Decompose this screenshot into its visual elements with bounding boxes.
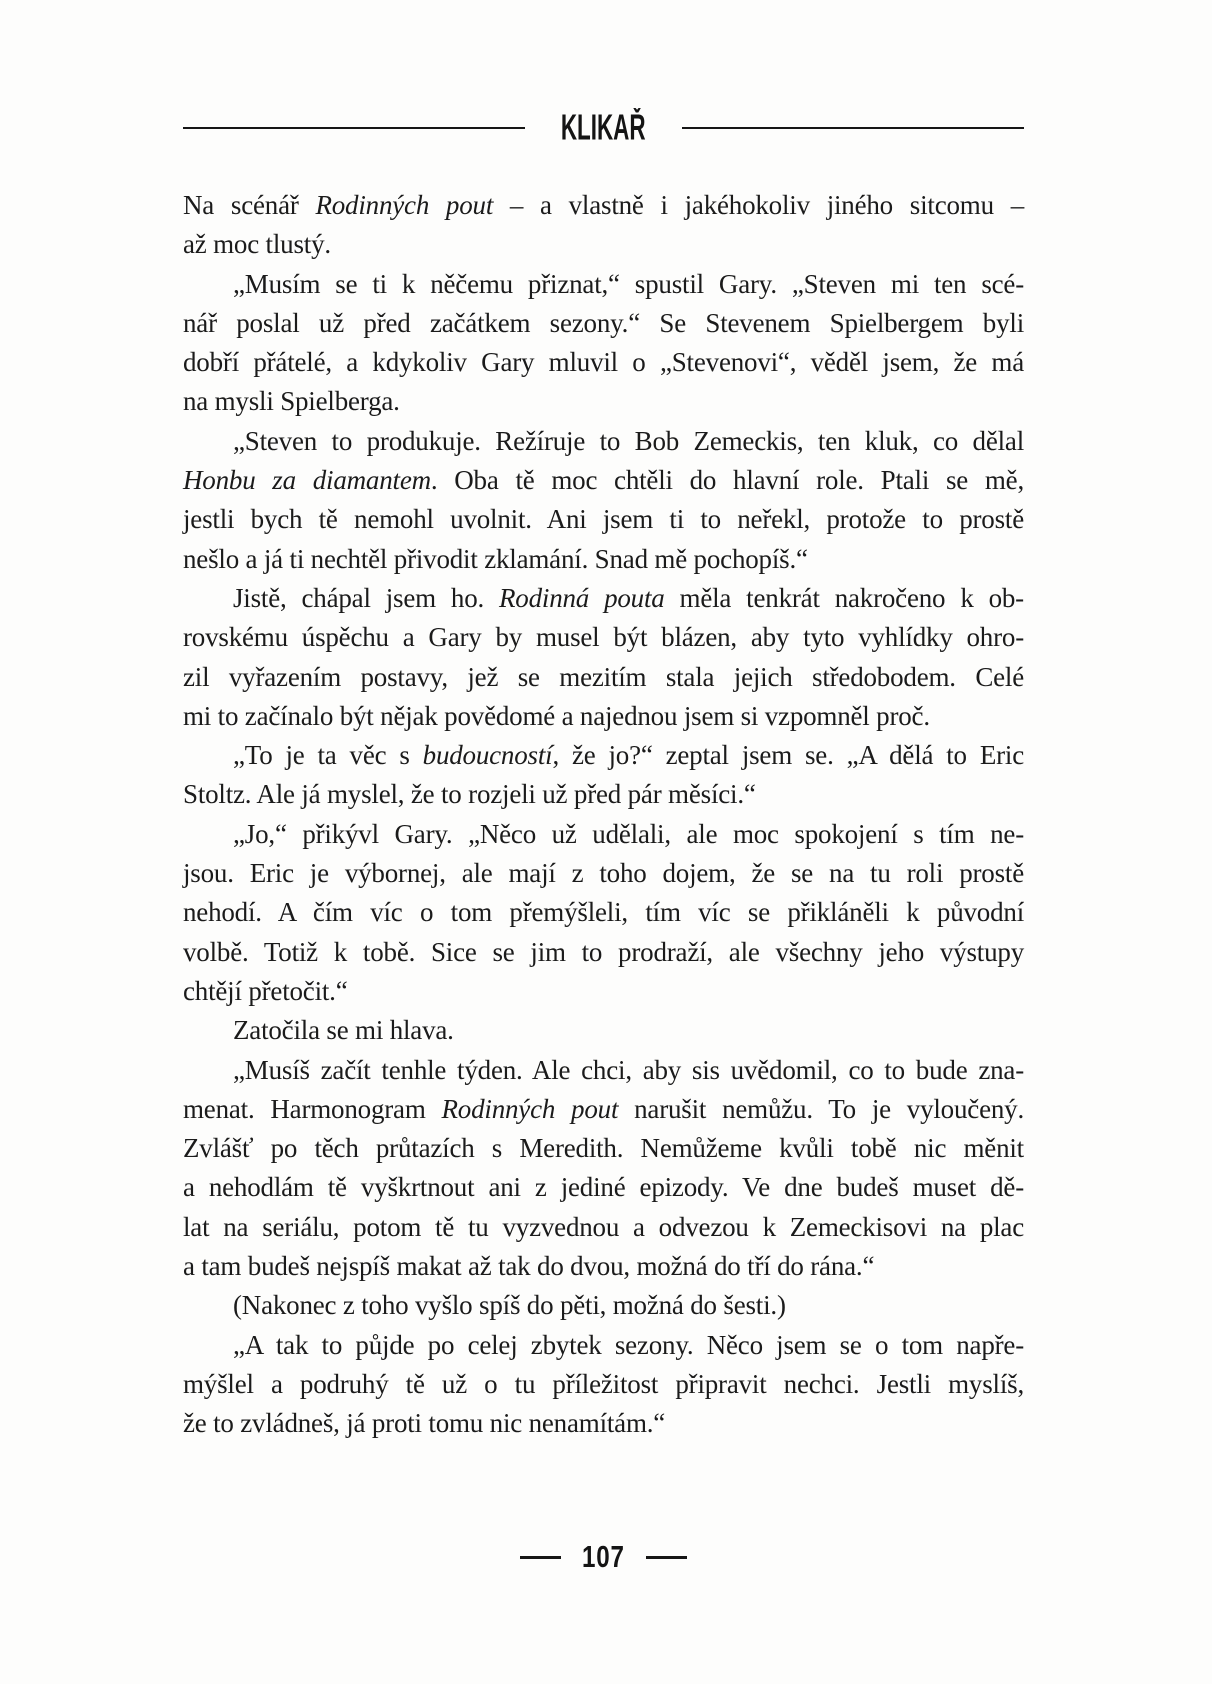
text-segment: Zvlášť po těch průtazích s Meredith. Nemůžeme kvůli tobě nic měnit — [183, 1133, 1024, 1164]
text-segment: měla tenkrát nakročeno k ob- — [664, 582, 1024, 613]
text-line — [183, 1365, 1024, 1404]
text-line — [183, 1168, 1024, 1207]
text-segment: menat. Harmonogram — [183, 1093, 442, 1124]
text-line — [183, 500, 1024, 539]
text-line — [183, 658, 1024, 697]
page-footer — [183, 1540, 1024, 1574]
text-line — [183, 225, 1024, 264]
text-segment: mýšlel a podruhý tě už o tu příležitost připravit nechci. Jestli myslíš, — [183, 1368, 1024, 1399]
text-line — [183, 697, 1024, 736]
text-line — [183, 736, 1024, 775]
page-title: KLIKAŘ — [561, 107, 646, 148]
text-line — [183, 1247, 1024, 1286]
text-line — [183, 304, 1024, 343]
text-line — [183, 186, 1024, 225]
text-line — [183, 893, 1024, 932]
text-segment: že to zvládneš, já proti tomu nic nenamítám.“ — [183, 1408, 666, 1439]
text-segment: „Steven to produkuje. Režíruje to Bob Zemeckis, ten kluk, co dělal — [233, 425, 1024, 456]
italic-text-segment: Rodinných pout — [441, 1093, 619, 1124]
text-segment: „Musíš začít tenhle týden. Ale chci, aby sis uvědomil, co to bude zna- — [233, 1054, 1024, 1085]
text-line — [183, 933, 1024, 972]
text-segment: jestli bych tě nemohl uvolnit. Ani jsem ti to neřekl, protože to prostě — [183, 504, 1024, 535]
text-segment: lat na seriálu, potom tě tu vyzvednou a odvezou k Zemeckisovi na plac — [183, 1211, 1024, 1242]
text-line — [183, 1129, 1024, 1168]
text-segment: mi to začínalo být nějak povědomé a najednou jsem si vzpomněl proč. — [183, 700, 930, 731]
text-line — [183, 461, 1024, 500]
text-segment: rovskému úspěchu a Gary by musel být blázen, aby tyto vyhlídky ohro- — [183, 622, 1024, 653]
text-segment: volbě. Totiž k tobě. Sice se jim to prodraží, ale všechny jeho výstupy — [183, 936, 1024, 967]
text-segment: Stoltz. Ale já myslel, že to rozjeli už před pár měsíci.“ — [183, 779, 756, 810]
text-segment: až moc tlustý. — [183, 229, 331, 260]
text-line — [183, 1208, 1024, 1247]
text-segment: Zatočila se mi hlava. — [233, 1015, 454, 1046]
italic-text-segment: Rodinná pouta — [499, 582, 665, 613]
text-segment: zil vyřazením postavy, jež se mezitím stala jejich středobodem. Celé — [183, 661, 1024, 692]
text-line — [183, 382, 1024, 421]
text-line — [183, 343, 1024, 382]
text-segment: „A tak to půjde po celej zbytek sezony. Něco jsem se o tom napře- — [233, 1329, 1024, 1360]
text-line — [183, 1011, 1024, 1050]
text-segment: nešlo a já ti nechtěl přivodit zklamání. Snad mě pochopíš.“ — [183, 543, 808, 574]
text-segment: chtějí přetočit.“ — [183, 975, 348, 1006]
folio-dash-right — [646, 1556, 687, 1559]
text-segment: narušit nemůžu. To je vyloučený. — [618, 1093, 1025, 1124]
text-line — [183, 422, 1024, 461]
header-rule-left — [183, 127, 525, 129]
text-line — [183, 1051, 1024, 1090]
text-segment: nář poslal už před začátkem sezony.“ Se Stevenem Spielbergem byli — [183, 307, 1024, 338]
text-line — [183, 972, 1024, 1011]
text-segment: jsou. Eric je výbornej, ale mají z toho dojem, že se na tu roli prostě — [183, 858, 1024, 889]
text-line — [183, 1090, 1024, 1129]
running-head — [183, 107, 1024, 148]
text-line — [183, 579, 1024, 618]
italic-text-segment: Rodinných pout — [315, 190, 494, 220]
text-segment: na mysli Spielberga. — [183, 386, 400, 417]
text-line — [183, 815, 1024, 854]
italic-text-segment: budoucností — [422, 740, 553, 771]
header-rule-right — [682, 127, 1024, 129]
text-segment: a nehodlám tě vyškrtnout ani z jediné epizody. Ve dne budeš muset dě- — [183, 1172, 1024, 1203]
text-segment: Na scénář — [183, 190, 316, 220]
text-line — [183, 1404, 1024, 1443]
text-segment: „To je ta věc s — [233, 740, 423, 771]
text-line — [183, 540, 1024, 579]
folio-dash-left — [520, 1556, 561, 1559]
text-line — [183, 618, 1024, 657]
text-line — [183, 854, 1024, 893]
text-segment: dobří přátelé, a kdykoliv Gary mluvil o „Stevenovi“, věděl jsem, že má — [183, 347, 1024, 378]
page-number: 107 — [582, 1539, 625, 1574]
text-segment: „Jo,“ přikývl Gary. „Něco už udělali, ale moc spokojení s tím ne- — [233, 818, 1024, 849]
text-segment: Jistě, chápal jsem ho. — [233, 582, 500, 613]
text-segment: – a vlastně i jakéhokoliv jiného sitcomu – — [493, 190, 1024, 220]
text-segment: . Oba tě moc chtěli do hlavní role. Ptali se mě, — [430, 465, 1024, 496]
text-line — [183, 1326, 1024, 1365]
text-segment: a tam budeš nejspíš makat až tak do dvou, možná do tří do rána.“ — [183, 1251, 875, 1282]
text-segment: „Musím se ti k něčemu přiznat,“ spustil Gary. „Steven mi ten scé- — [233, 268, 1024, 299]
text-line — [183, 265, 1024, 304]
text-segment: nehodí. A čím víc o tom přemýšleli, tím víc se přikláněli k původní — [183, 897, 1024, 928]
text-segment: , že jo?“ zeptal jsem se. „A dělá to Eric — [552, 740, 1024, 771]
text-segment: (Nakonec z toho vyšlo spíš do pěti, možná do šesti.) — [233, 1290, 786, 1321]
text-line — [183, 775, 1024, 814]
body-text — [183, 186, 1024, 1444]
italic-text-segment: Honbu za diamantem — [183, 465, 431, 496]
text-line — [183, 1286, 1024, 1325]
